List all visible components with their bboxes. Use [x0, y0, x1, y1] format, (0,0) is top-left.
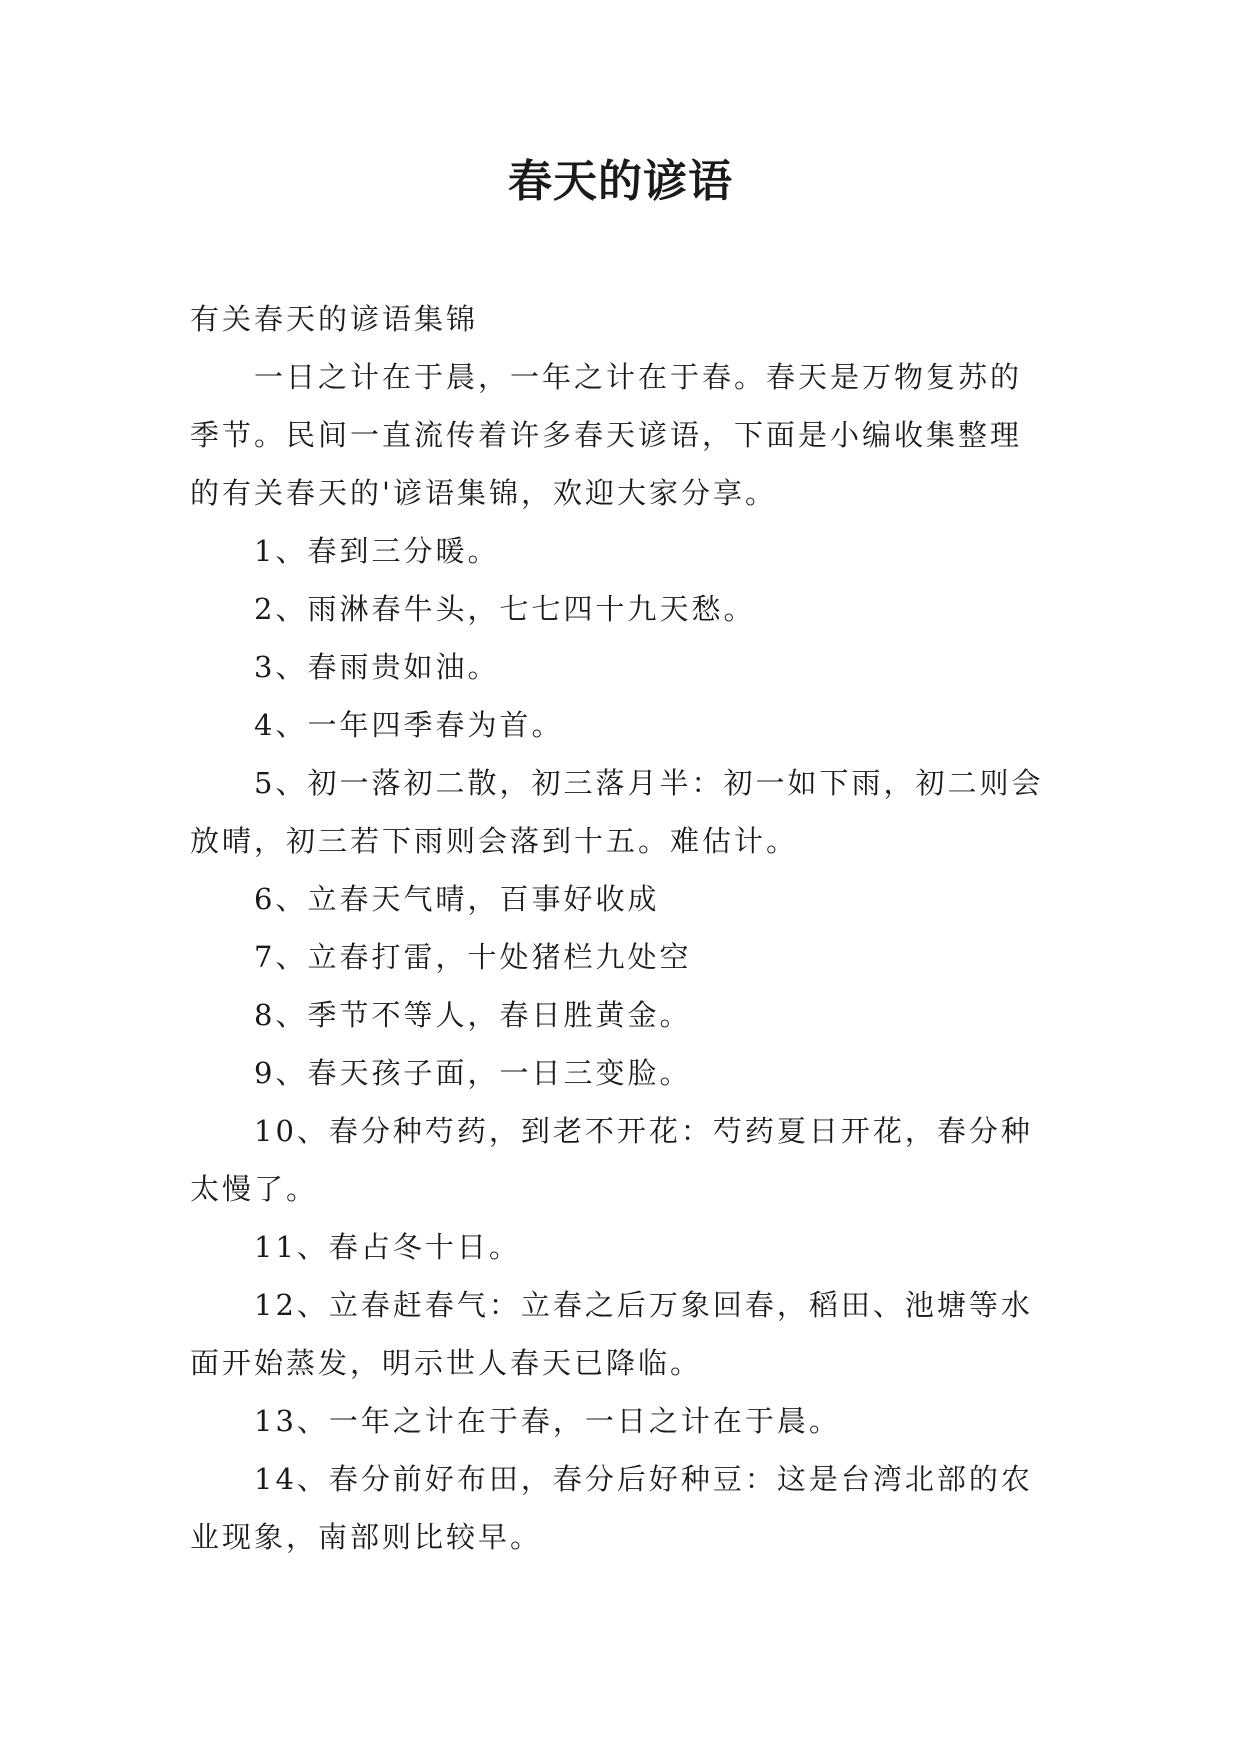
proverb-item: 10、春分种芍药，到老不开花：芍药夏日开花，春分种太慢了。 [190, 1114, 1033, 1206]
document-body [190, 290, 1052, 1566]
proverb-item: 12、立春赶春气：立春之后万象回春，稻田、池塘等水面开始蒸发，明示世人春天已降临。 [190, 1288, 1033, 1380]
proverb-item: 6、立春天气晴，百事好收成 [254, 882, 660, 916]
intro-paragraph: 一日之计在于晨，一年之计在于春。春天是万物复苏的季节。民间一直流传着许多春天谚语，下面是小编收集整理的有关春天的'谚语集锦，欢迎大家分享。 [190, 360, 1023, 510]
document-title: 春天的谚语 [508, 156, 733, 207]
proverb-item: 3、春雨贵如油。 [254, 650, 500, 684]
proverb-item: 2、雨淋春牛头，七七四十九天愁。 [254, 592, 756, 626]
proverb-item: 1、春到三分暖。 [254, 534, 500, 568]
proverb-item: 4、一年四季春为首。 [254, 708, 564, 742]
proverb-item: 9、春天孩子面，一日三变脸。 [254, 1056, 692, 1090]
subtitle: 有关春天的谚语集锦 [190, 302, 479, 336]
proverb-item: 7、立春打雷，十处猪栏九处空 [254, 940, 692, 974]
proverb-item: 11、春占冬十日。 [254, 1230, 521, 1264]
proverb-item: 13、一年之计在于春，一日之计在于晨。 [254, 1404, 841, 1438]
proverb-item: 5、初一落初二散，初三落月半：初一如下雨，初二则会放晴，初三若下雨则会落到十五。难估计。 [190, 766, 1044, 858]
proverb-item: 14、春分前好布田，春分后好种豆：这是台湾北部的农业现象，南部则比较早。 [190, 1462, 1033, 1554]
proverb-item: 8、季节不等人，春日胜黄金。 [254, 998, 692, 1032]
